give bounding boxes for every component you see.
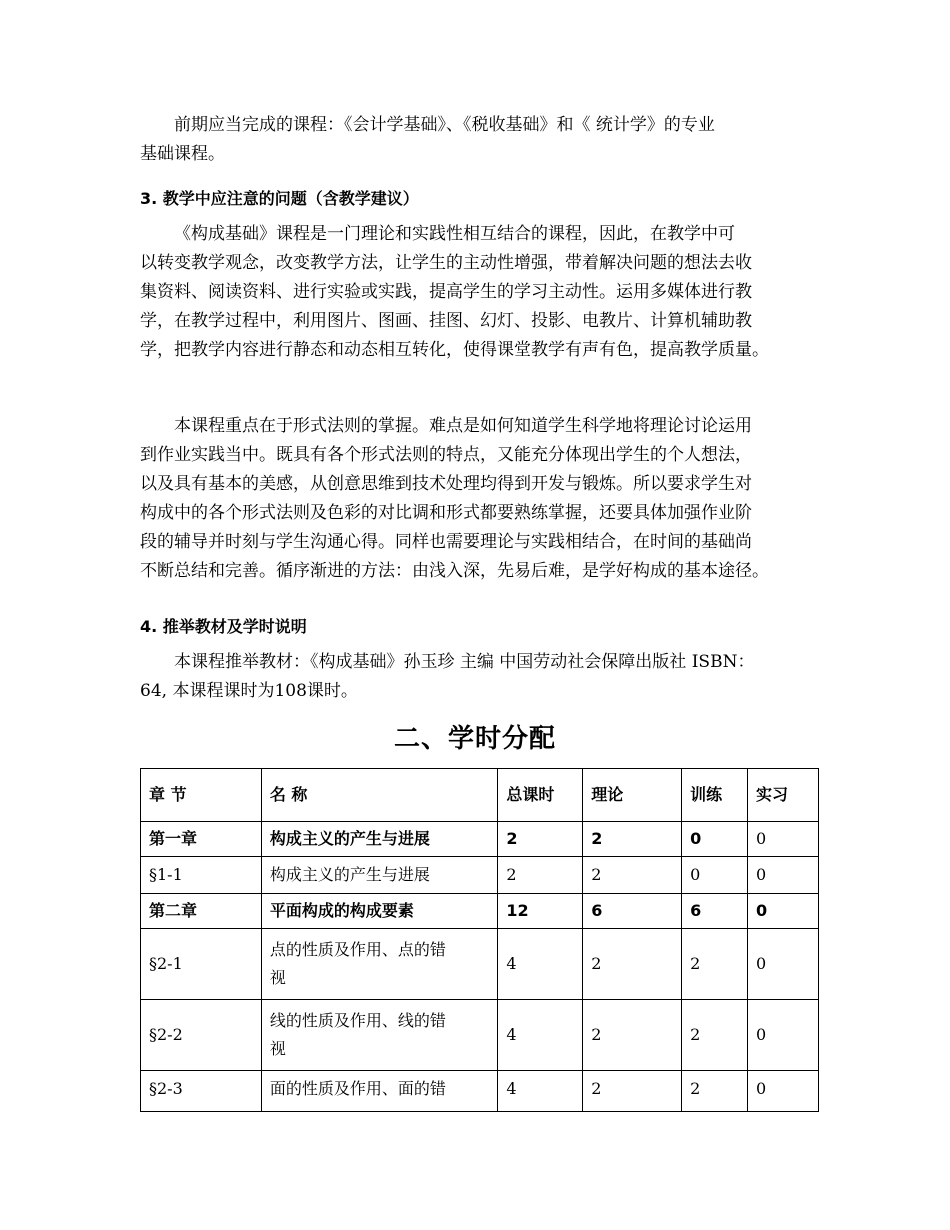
cell-name <box>261 1000 498 1071</box>
section-3-p1-line: 学，在教学过程中，利用图片、图画、挂图、幻灯、投影、电教片、计算机辅助教 <box>140 311 752 331</box>
section-3-p2-line: 不断总结和完善。循序渐进的方法：由浅入深，先易后难，是学好构成的基本途径。 <box>140 561 769 581</box>
cell-theory: 2 <box>583 1000 682 1071</box>
section-3-p2-line: 构成中的各个形式法则及色彩的对比调和形式都要熟练掌握，还要具体加强作业阶 <box>140 503 752 523</box>
cell-theory: 6 <box>583 894 682 929</box>
cell-chapter: §1-1 <box>141 857 262 894</box>
section-4-heading: 4. 推举教材及学时说明 <box>140 617 307 636</box>
table-row <box>141 1071 819 1112</box>
cell-practice: 0 <box>748 1071 819 1112</box>
cell-name: 面的性质及作用、面的错 <box>261 1071 498 1112</box>
section-3-paragraph-1 <box>140 220 820 365</box>
cell-practice: 0 <box>748 894 819 929</box>
cell-total: 4 <box>498 929 583 1000</box>
table-row <box>141 822 819 857</box>
cell-practice: 0 <box>748 929 819 1000</box>
cell-name: 平面构成的构成要素 <box>261 894 498 929</box>
cell-chapter: 第二章 <box>141 894 262 929</box>
section-3-heading: 3. 教学中应注意的问题（含教学建议） <box>140 189 419 208</box>
cell-training: 2 <box>682 1000 748 1071</box>
section-3-p2-line: 段的辅导并时刻与学生沟通心得。同样也需要理论与实践相结合，在时间的基础尚 <box>140 532 752 552</box>
cell-chapter: §2-1 <box>141 929 262 1000</box>
cell-total: 4 <box>498 1000 583 1071</box>
cell-training: 2 <box>682 1071 748 1112</box>
section-4-line-1: 本课程推举教材：《构成基础》孙玉珍 主编 中国劳动社会保障出版社 ISBN： <box>174 652 755 672</box>
section-3-p2-line: 以及具有基本的美感，从创意思维到技术处理均得到开发与锻炼。所以要求学生对 <box>140 474 752 494</box>
allocation-title: 二、学时分配 <box>393 724 556 754</box>
header-practice: 实习 <box>748 769 819 822</box>
cell-training: 0 <box>682 822 748 857</box>
cell-chapter: 第一章 <box>141 822 262 857</box>
cell-theory: 2 <box>583 1071 682 1112</box>
cell-chapter: §2-3 <box>141 1071 262 1112</box>
cell-name-line: 视 <box>269 968 286 987</box>
header-chapter: 章 节 <box>141 769 262 822</box>
table-row <box>141 1000 819 1071</box>
cell-name-line: 线的性质及作用、线的错 <box>269 1011 446 1030</box>
cell-name-line: 点的性质及作用、点的错 <box>269 940 446 959</box>
section-4-paragraph <box>140 648 820 706</box>
cell-training: 0 <box>682 857 748 894</box>
cell-name: 构成主义的产生与进展 <box>261 857 498 894</box>
table-header-row <box>141 769 819 822</box>
cell-name <box>261 929 498 1000</box>
cell-practice: 0 <box>748 822 819 857</box>
cell-name: 构成主义的产生与进展 <box>261 822 498 857</box>
cell-training: 2 <box>682 929 748 1000</box>
cell-total: 4 <box>498 1071 583 1112</box>
section-3-p2-line: 到作业实践当中。既具有各个形式法则的特点，又能充分体现出学生的个人想法， <box>140 445 752 465</box>
cell-theory: 2 <box>583 929 682 1000</box>
header-training: 训练 <box>682 769 748 822</box>
section-3-p1-line: 集资料、阅读资料、进行实验或实践，提高学生的学习主动性。运用多媒体进行教 <box>140 282 752 302</box>
header-theory: 理论 <box>583 769 682 822</box>
cell-theory: 2 <box>583 857 682 894</box>
section-4-line-2: 64, 本课程课时为108课时。 <box>140 681 358 701</box>
allocation-table <box>140 768 819 1112</box>
cell-practice: 0 <box>748 1000 819 1071</box>
cell-theory: 2 <box>583 822 682 857</box>
cell-total: 2 <box>498 822 583 857</box>
cell-training: 6 <box>682 894 748 929</box>
section-3-p1-line: 《构成基础》课程是一门理论和实践性相互结合的课程，因此，在教学中可 <box>174 224 735 244</box>
header-name: 名 称 <box>261 769 498 822</box>
prerequisite-paragraph <box>140 111 820 169</box>
cell-chapter: §2-2 <box>141 1000 262 1071</box>
cell-total: 12 <box>498 894 583 929</box>
cell-total: 2 <box>498 857 583 894</box>
cell-name-line: 视 <box>269 1039 286 1058</box>
cell-practice: 0 <box>748 857 819 894</box>
section-3-p1-line: 学，把教学内容进行静态和动态相互转化，使得课堂教学有声有色，提高教学质量。 <box>140 340 769 360</box>
section-3-paragraph-2 <box>140 412 820 586</box>
section-3-p1-line: 以转变教学观念，改变教学方法，让学生的主动性增强，带着解决问题的想法去收 <box>140 253 752 273</box>
prerequisite-line-1: 前期应当完成的课程：《会计学基础》、《税收基础》和《 统计学》的专业 <box>174 115 715 135</box>
prerequisite-line-2: 基础课程。 <box>140 144 225 164</box>
table-row <box>141 894 819 929</box>
section-3-p2-line: 本课程重点在于形式法则的掌握。难点是如何知道学生科学地将理论讨论运用 <box>174 416 752 436</box>
table-row <box>141 929 819 1000</box>
table-row <box>141 857 819 894</box>
header-total: 总课时 <box>498 769 583 822</box>
